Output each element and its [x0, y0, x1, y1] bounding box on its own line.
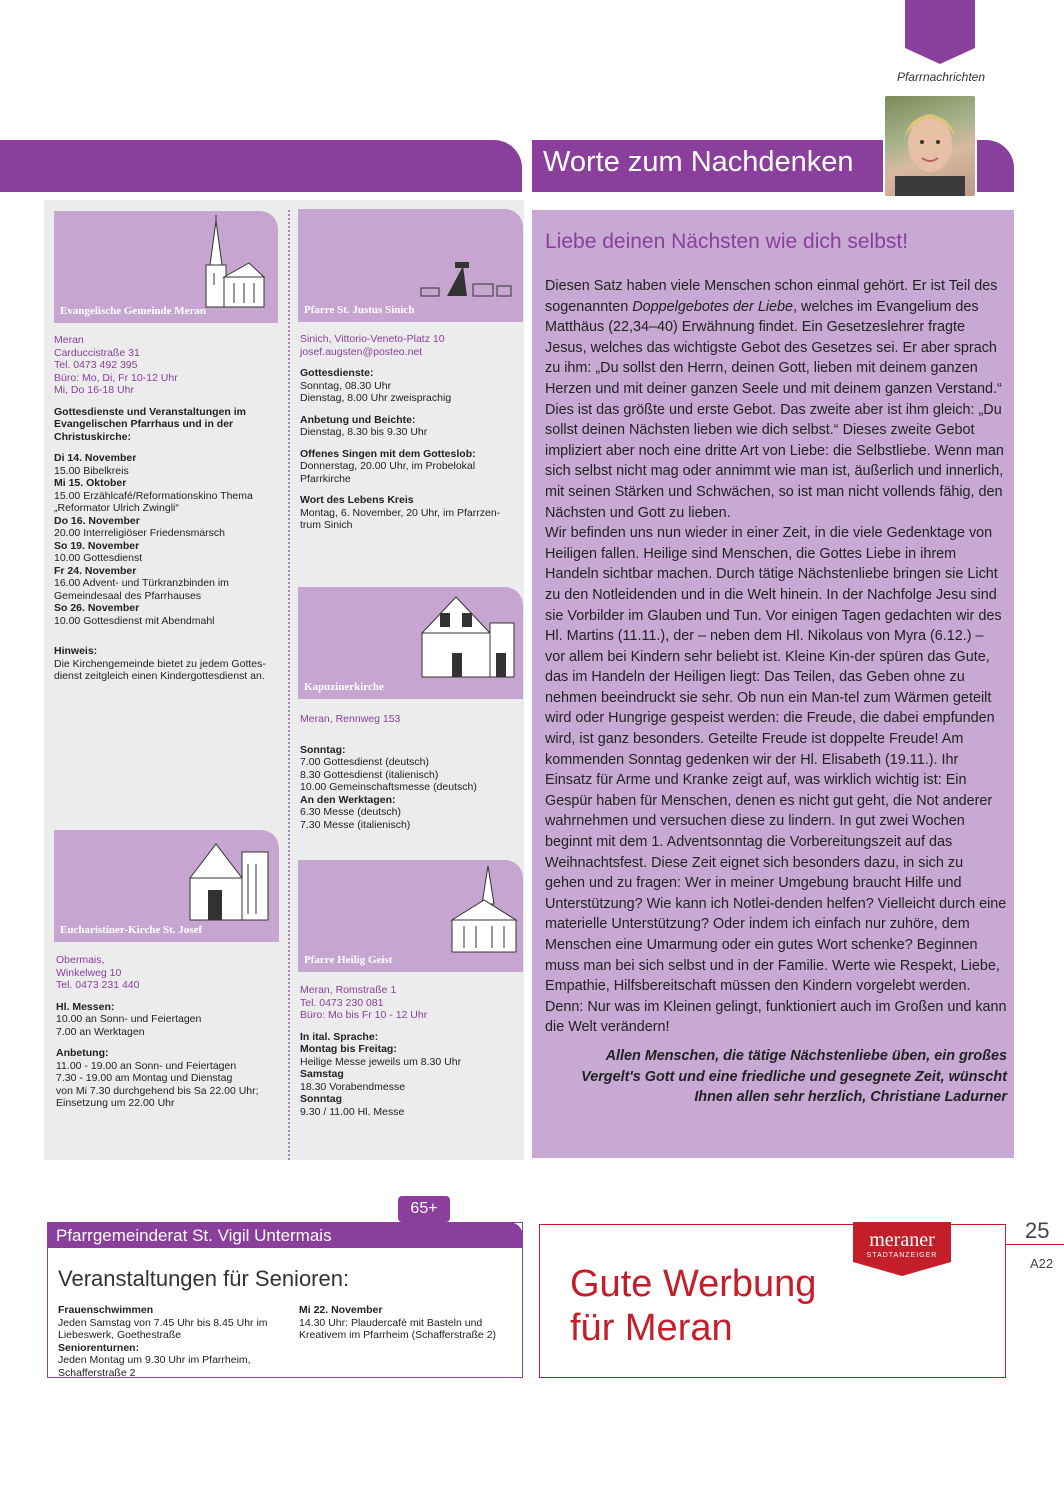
card-label: Evangelische Gemeinde Meran	[60, 305, 207, 317]
article-text: Diesen Satz haben viele Menschen schon einmal gehört. Er ist Teil des sogenannten	[545, 278, 998, 315]
ad-line: Gute Werbung	[570, 1263, 817, 1305]
page-code: A22	[1030, 1256, 1054, 1271]
church-drawing-icon	[413, 254, 518, 299]
kapuziner-info	[300, 713, 524, 831]
sat: 18.30 Vorabendmesse	[300, 1080, 406, 1093]
event-item: Fr 24. November 16.00 Advent- und Türkranzbinden im Gemeindesaal des Pfarrhauses	[54, 564, 229, 602]
logo-tip	[853, 1262, 951, 1276]
office-hours-2: Mi, Do 16-18 Uhr	[54, 384, 134, 396]
street: Carduccistraße 31	[54, 346, 140, 359]
event-item: Mi 15. Oktober 15.00 Erzählcafé/Reformationskino Thema „Reformator Ulrich Zwingli“	[54, 477, 253, 514]
card-eucharistiner-kirche	[54, 830, 279, 942]
service-block: Wort des Lebens Kreis Montag, 6. November, 20 Uhr, im Pfarrzen- trum Sinich	[300, 494, 501, 531]
service-block: Anbetung und Beichte: Dienstag, 8.30 bis 9.30 Uhr	[300, 413, 428, 438]
top-tab-tip	[905, 48, 975, 64]
article-closing: Allen Menschen, die tätige Nächstenliebe üben, ein großes Vergelt's Gott und eine friedliche und gesegnete Zeit, wünscht Ihnen allen sehr herzlich, Christiane Ladurner	[581, 1048, 1007, 1106]
place: Meran	[54, 334, 84, 346]
event-item: Di 14. November 15.00 Bibelkreis	[54, 452, 137, 477]
email: josef.augsten@posteo.net	[300, 345, 423, 358]
left-header-bar	[0, 140, 522, 192]
heiliggeist-info	[300, 984, 524, 1118]
nov: 14.30 Uhr: Plaudercafè mit Basteln und Kreativem im Pfarrheim (Schafferstraße 2)	[299, 1316, 497, 1341]
article-text: , welches im Evangelium des Matthäus (22,34–40) Erwähnung findet. Ein Gesetzeslehrer fragte Jesus, welches das wichtigste Gebot des Gesetzes sei. Er aber sprach zu ihm: „Du sollst den Herrn, deinen Gott, lieben mit deinem ganzen Herzen und mit deiner ganzen Seele und mit deinem ganzen Verstand.“ Dies ist das größte und erste Gebot. Das zweite aber ist ihm gleich: „Du sollst deinen Nächsten lieben wie dich selbst.“ Dieses zweite Gebot impliziert aber noch eine dritte Art von Liebe: die Selbstliebe. Wenn man sich selbst nicht mag oder annimmt wie man ist, äußerlich und innerlich, mit seinen Stärken und Schwächen, so ist man nicht vollends fähig, den Nächsten und Gott zu lieben.	[545, 298, 1004, 521]
card-evangelische-gemeinde	[54, 211, 278, 323]
card-st-justus-sinich	[298, 209, 523, 322]
event-item: Do 16. November 20.00 Interreligiöser Friedensmarsch	[54, 514, 225, 539]
street: Winkelweg 10	[56, 966, 122, 979]
schedule-line: von Mi 7.30 durchgehend bis Sa 22.00 Uhr;	[56, 1084, 259, 1097]
intro: Gottesdienste und Veranstaltungen im Evangelischen Pfarrhaus und in der Christuskirche:	[54, 405, 246, 443]
card-label: Pfarre Heilig Geist	[304, 954, 393, 966]
article-text-2: Wir befinden uns nun wieder in einer Zeit, in die viele Gedenktage von Heiligen fallen. Heilige sind Menschen, die Gottes Liebe in ihrem Handeln sichtbar machen. Durch tätige Nächstenliebe bringen sie Licht zu den Notleidenden und in die Welt hinein. In der Nachfolge Jesu sind sie Vorbilder im Glauben und Tun. Vor einigen Tagen gedachten wir des Hl. Martins (11.11.), der – neben dem Hl. Nikolaus von Myra (6.12.) – vor allem bei Kindern sehr beliebt ist. Kleine Kin-der spüren das Gute, das im Handeln der Heiligen liegt: Das Teilen, das Geben ohne zu nehmen beeindruckt sie sehr. Ob nun ein Man-tel zum Wärmen geteilt wird oder Hungrige gespeist werden: die Freude, die dabei empfunden wird, ist ganz besonders. Geteilte Freude ist doppelte Freude! Am kommenden Sonntag gedenken wir der Hl. Elisabeth (19.11.). Ihr Einsatz für Arme und Kranke zeigt auf, was wirklich wichtig ist: Ein Gespür haben für Menschen, denen es nicht gut geht, die Not anderer wahrnehmen und versuchen diese zu lindern. In gut zwei Wochen beginnt mit dem 1. Adventsonntag die Vorbereitungszeit auf das Weihnachtsfest. Diese Zeit eignet sich besonders dazu, in sich zu gehen und zu fragen: Wer in meiner Umgebung braucht Hilfe und Unterstützung? Wie kann ich Notlei-denden helfen? Vielleicht durch eine materielle Unterstützung? Oder indem ich einfach nur zuhöre, dem Menschen eine Umarmung oder ein gutes Wort schenke? Beginnen muss man bei sich selbst und in der Familie. Werte wie Respekt, Liebe, Empathie, Hilfsbereitschaft müssen den Kindern vorgelebt werden. Denn: Nur was im Kleinen gelingt, funktioniert auch im Großen und kann die Welt verändern!	[545, 525, 1007, 1036]
seniors-heading: Veranstaltungen für Senioren:	[58, 1266, 350, 1291]
top-tab-decoration	[905, 0, 975, 48]
church-drawing-icon	[194, 215, 268, 309]
seniors-bar-title: Pfarrgemeinderat St. Vigil Untermais	[56, 1226, 332, 1245]
sun: 9.30 / 11.00 Hl. Messe	[300, 1105, 405, 1118]
masses-title: Hl. Messen:	[56, 1000, 115, 1013]
schedule-line: Einsetzung um 22.00 Uhr	[56, 1097, 175, 1109]
card-kapuzinerkirche	[298, 587, 523, 699]
phone: Tel. 0473 230 081	[300, 996, 384, 1009]
article-heading: Liebe deinen Nächsten wie dich selbst!	[545, 230, 909, 253]
section-label: Pfarrnachrichten	[896, 70, 985, 84]
church-drawing-icon	[186, 834, 274, 924]
phone: Tel. 0473 231 440	[56, 979, 140, 991]
page-number: 25	[1025, 1218, 1050, 1243]
event-item: So 19. November 10.00 Gottesdienst	[54, 539, 143, 564]
address: Sinich, Vittorio-Veneto-Platz 10	[300, 333, 445, 345]
schedule-line: 11.00 - 19.00 an Sonn- und Feiertagen	[56, 1059, 237, 1072]
adoration-title: Anbetung:	[56, 1047, 109, 1059]
evangelische-info	[54, 334, 284, 683]
schedule-line: 10.00 an Sonn- und Feiertagen	[56, 1013, 202, 1025]
schedule-line: 7.30 - 19.00 am Montag und Dienstag	[56, 1072, 233, 1084]
ad-line: für Meran	[570, 1307, 733, 1349]
church-drawing-icon	[416, 593, 518, 679]
event-item: So 26. November 10.00 Gottesdienst mit Abendmahl	[54, 602, 215, 627]
seniors-col-left	[58, 1304, 286, 1379]
logo-main: meraner	[869, 1229, 935, 1251]
schedule-line: 7.30 Messe (italienisch)	[300, 818, 411, 831]
article-italic: Doppelgebotes der Liebe	[632, 298, 794, 315]
address: Meran, Rennweg 153	[300, 713, 401, 725]
schedule-line: 7.00 Gottesdienst (deutsch)	[300, 756, 429, 768]
ad-headline	[570, 1262, 816, 1350]
author-portrait	[883, 94, 977, 198]
ital-title: In ital. Sprache:	[300, 1030, 379, 1043]
sat-title: Samstag	[300, 1068, 344, 1080]
swim: Jeden Samstag von 7.45 Uhr bis 8.45 Uhr im Liebeswerk, Goethestraße	[58, 1316, 268, 1341]
meraner-logo	[853, 1222, 951, 1262]
nov-title: Mi 22. November	[299, 1304, 383, 1316]
schedule-line: 6.30 Messe (deutsch)	[300, 806, 401, 818]
logo-sub: STADTANZEIGER	[866, 1252, 938, 1259]
phone: Tel. 0473 492 395	[54, 359, 138, 371]
note-title: Hinweis:	[54, 645, 98, 657]
note: Die Kirchengemeinde bietet zu jedem Gottes-dienst zeitgleich einen Kindergottesdienst an.	[54, 657, 266, 682]
schedule-line: 7.00 an Werktagen	[56, 1025, 145, 1038]
place: Obermais,	[56, 954, 105, 966]
office-hours: Büro: Mo, Di, Fr 10-12 Uhr	[54, 371, 178, 384]
sinich-info	[300, 333, 524, 532]
weekday-title: An den Werktagen:	[300, 793, 396, 806]
page-number-rule	[1005, 1244, 1064, 1245]
card-label: Kapuzinerkirche	[304, 681, 384, 693]
street: Meran, Romstraße 1	[300, 984, 397, 996]
seniors-col-right	[299, 1304, 513, 1342]
swim-title: Frauenschwimmen	[58, 1304, 154, 1316]
age-badge: 65+	[398, 1196, 450, 1222]
column-divider	[288, 210, 290, 1160]
gym: Jeden Montag um 9.30 Uhr im Pfarrheim, Schafferstraße 2	[58, 1354, 251, 1379]
sun-title: Sonntag	[300, 1093, 342, 1105]
office-hours: Büro: Mo bis Fr 10 - 12 Uhr	[300, 1009, 428, 1021]
badge-pointer	[394, 1220, 414, 1240]
header-title: Worte zum Nachdenken	[543, 146, 854, 178]
weekday-title: Montag bis Freitag:	[300, 1043, 397, 1055]
article-body	[545, 276, 1007, 1038]
schedule-line: 10.00 Gemeinschaftsmesse (deutsch)	[300, 781, 477, 793]
weekday: Heilige Messe jeweils um 8.30 Uhr	[300, 1055, 462, 1068]
card-pfarre-heilig-geist	[298, 860, 523, 972]
gym-title: Seniorenturnen:	[58, 1341, 140, 1354]
church-drawing-icon	[448, 864, 520, 954]
card-label: Pfarre St. Justus Sinich	[304, 304, 415, 316]
service-block: Gottesdienste: Sonntag, 08.30 Uhr Dienstag, 8.00 Uhr zweisprachig	[300, 367, 452, 404]
sunday-title: Sonntag:	[300, 743, 346, 756]
eucharistiner-info	[56, 954, 284, 1110]
service-block: Offenes Singen mit dem Gotteslob: Donnerstag, 20.00 Uhr, im Probelokal Pfarrkirche	[300, 447, 476, 485]
card-label: Eucharistiner-Kirche St. Josef	[60, 924, 203, 936]
schedule-line: 8.30 Gottesdienst (italienisch)	[300, 768, 439, 781]
